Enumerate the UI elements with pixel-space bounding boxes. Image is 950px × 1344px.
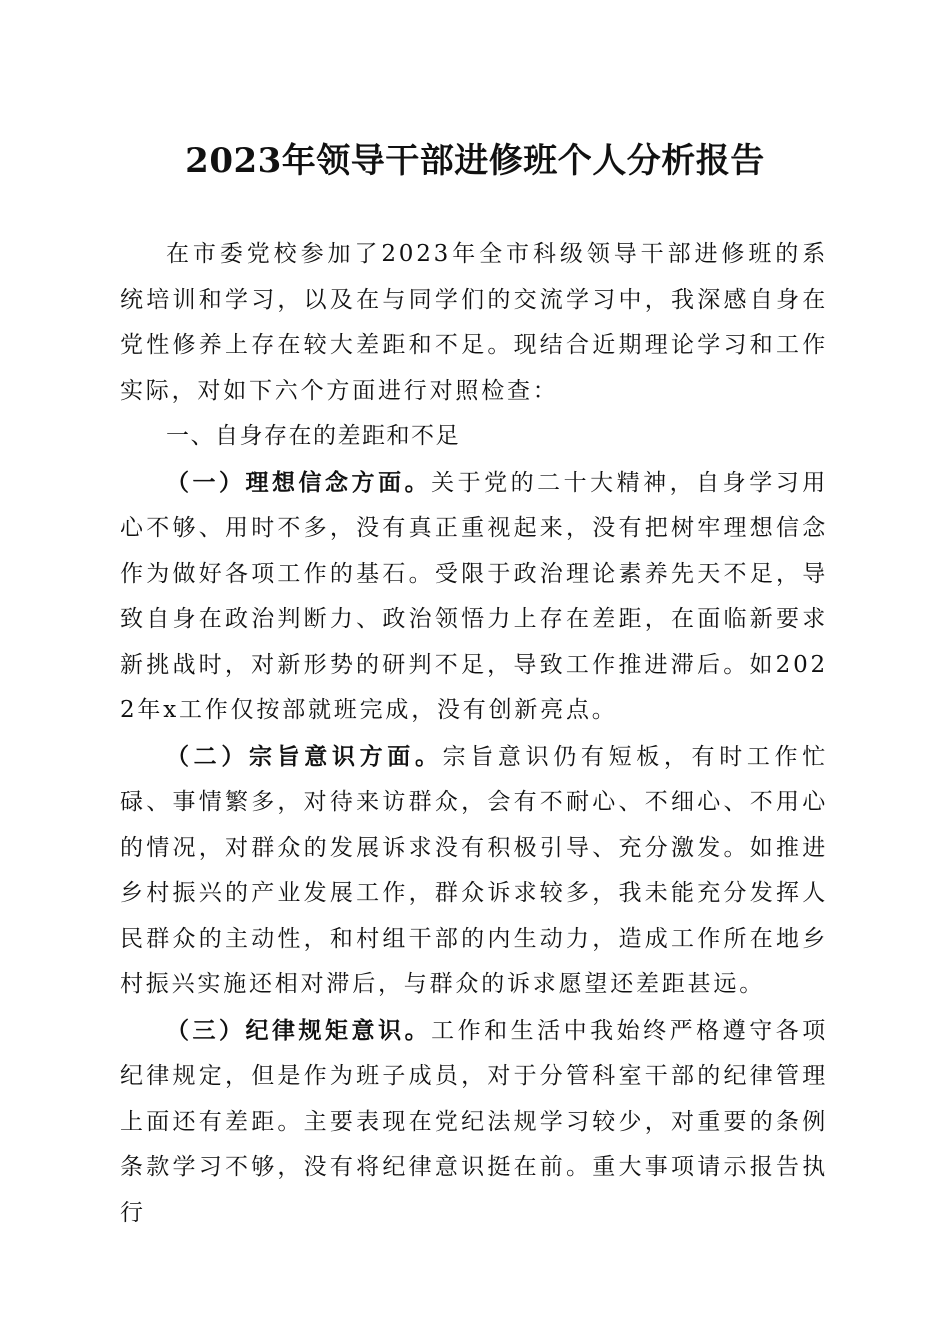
- document-body: [120, 232, 828, 1236]
- item-text-1: 关于党的二十大精神，自身学习用心不够、用时不多，没有真正重视起来，没有把树牢理想信念作为做好各项工作的基石。受限于政治理论素养先天不足，导致自身在政治判断力、政治领悟力上存在差距，在面临新要求新挑战时，对新形势的研判不足，导致工作推进滞后。如2022年x工作仅按部就班完成，没有创新亮点。: [120, 469, 829, 723]
- item-paragraph-1: [120, 460, 828, 734]
- intro-paragraph: 在市委党校参加了2023年全市科级领导干部进修班的系统培训和学习，以及在与同学们的交流学习中，我深感自身在党性修养上存在较大差距和不足。现结合近期理论学习和工作实际，对如下六个方面进行对照检查：: [120, 241, 828, 404]
- item-paragraph-3: [120, 1008, 828, 1237]
- item-paragraph-2: [120, 734, 828, 1008]
- section-heading: 一、自身存在的差距和不足: [166, 423, 460, 449]
- item-heading-1: （一）理想信念方面。: [166, 468, 432, 496]
- item-text-3: 工作和生活中我始终严格遵守各项纪律规定，但是作为班子成员，对于分管科室干部的纪律管理上面还有差距。主要表现在党纪法规学习较少，对重要的条例条款学习不够，没有将纪律意识挺在前。重大事项请示报告执行: [120, 1017, 829, 1226]
- item-text-2: 宗旨意识仍有短板，有时工作忙碌、事情繁多，对待来访群众，会有不耐心、不细心、不用心的情况，对群众的发展诉求没有积极引导、充分激发。如推进乡村振兴的产业发展工作，群众诉求较多，我未能充分发挥人民群众的主动性，和村组干部的内生动力，造成工作所在地乡村振兴实施还相对滞后，与群众的诉求愿望还差距甚远。: [120, 743, 828, 997]
- item-heading-3: （三）纪律规矩意识。: [166, 1016, 432, 1044]
- item-heading-2: （二）宗旨意识方面。: [166, 742, 443, 770]
- document-title: 2023年领导干部进修班个人分析报告: [185, 141, 765, 181]
